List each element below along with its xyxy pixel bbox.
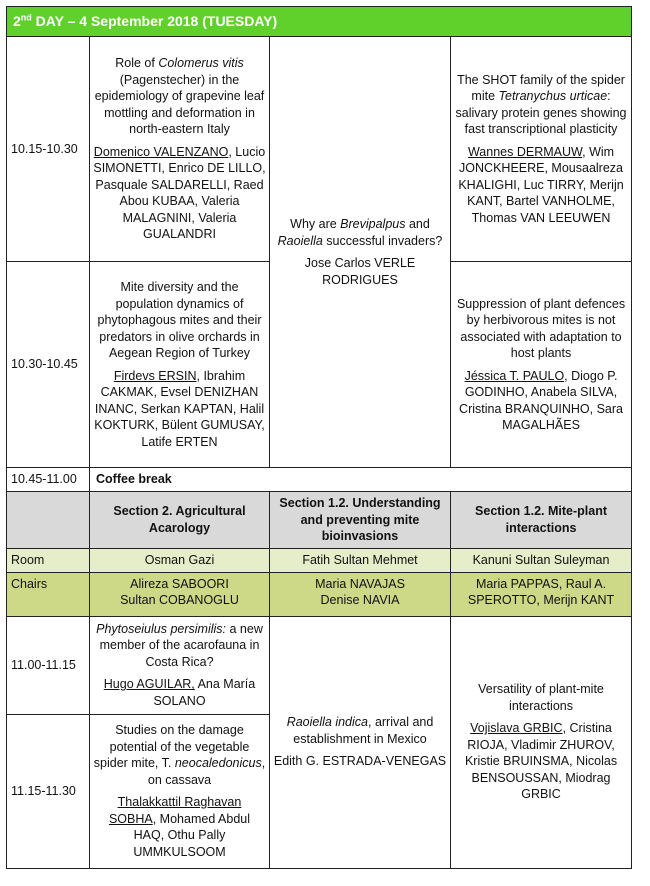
talk-title: Phytoseiulus persimilis: a new member of the acarofauna in Costa Rica? (96, 621, 263, 669)
presenter: Domenico VALENZANO (93, 144, 229, 159)
coffee-break-label: Coffee break (90, 468, 632, 492)
session-row-3 (7, 616, 632, 714)
room-label: Room (7, 548, 90, 572)
section-title: Section 1.2. Mite-plant interactions (451, 492, 632, 549)
talk-cell (90, 262, 270, 468)
talk-cell (90, 616, 270, 714)
presenter: Wannes DERMAUW (467, 144, 583, 159)
talk-title: Raoiella indica, arrival and establishment in Mexico (286, 715, 434, 746)
talk-title: Role of Colomerus vitis (Pagenstecher) in the epidemiology of grapevine leaf mottling and deformation in north-eastern Italy (94, 56, 265, 137)
day-header-row (7, 7, 632, 37)
chairs-cell: Alireza SABOORI Sultan COBANOGLU (90, 572, 270, 616)
talk-authors: Vojislava GRBIC, Cristina RIOJA, Vladimir ZHUROV, Kristie BRUINSMA, Nicolas BENSOUSSAN, Miodrag GRBIC (464, 721, 618, 802)
presenter: Jéssica T. PAULO (464, 368, 565, 383)
talk-cell-merged (270, 37, 451, 468)
talk-cell (451, 262, 632, 468)
talk-authors: Edith G. ESTRADA-VENEGAS (273, 754, 447, 769)
talk-authors: Jéssica T. PAULO, Diogo P. GODINHO, Anabela SILVA, Cristina BRANQUINHO, Sara MAGALHÃES (459, 368, 623, 432)
talk-title: The SHOT family of the spider mite Tetranychus urticae: salivary protein genes showing fast transcriptional plasticity (455, 72, 627, 137)
talk-title: Studies on the damage potential of the vegetable spider mite, T. neocaledonicus, on cassava (93, 723, 266, 787)
room-row (7, 548, 632, 572)
chairs-row (7, 572, 632, 616)
chairs-cell: Maria NAVAJAS Denise NAVIA (270, 572, 451, 616)
section-empty-cell (7, 492, 90, 549)
section-header-row (7, 492, 632, 549)
talk-title: Versatility of plant-mite interactions (478, 682, 604, 713)
talk-cell (90, 714, 270, 868)
time-slot: 10.30-10.45 (7, 262, 90, 468)
time-slot: 10.45-11.00 (7, 468, 90, 492)
talk-authors: Thalakkattil Raghavan SOBHA, Mohamed Abdul HAQ, Othu Pally UMMKULSOOM (108, 795, 251, 859)
time-slot: 11.00-11.15 (7, 616, 90, 714)
talk-authors: Hugo AGUILAR, Ana María SOLANO (103, 677, 256, 708)
room-name: Osman Gazi (90, 548, 270, 572)
time-slot: 10.15-10.30 (7, 37, 90, 262)
room-name: Fatih Sultan Mehmet (270, 548, 451, 572)
presenter: Firdevs ERSIN (113, 368, 197, 383)
talk-authors: Wannes DERMAUW, Wim JONCKHEERE, Mousaalreza KHALIGHI, Luc TIRRY, Merijn KANT, Bartel VANHOLME, Thomas VAN LEEUWEN (458, 144, 624, 225)
presenter: Thalakkattil Raghavan SOBHA (108, 795, 242, 826)
talk-title: Suppression of plant defences by herbivorous mites is not associated with adaptation to host plants (456, 296, 626, 360)
section-title: Section 1.2. Understanding and preventing mite bioinvasions (270, 492, 451, 549)
talk-cell (90, 37, 270, 262)
talk-title: Mite diversity and the population dynamics of phytophagous mites and their predators in olive orchards in Aegean Region of Turkey (97, 280, 262, 360)
room-name: Kanuni Sultan Suleyman (451, 548, 632, 572)
session-row-1 (7, 37, 632, 262)
talk-cell-merged (270, 616, 451, 868)
day-header: 2nd DAY – 4 September 2018 (TUESDAY) (7, 7, 632, 37)
talk-cell (451, 37, 632, 262)
section-title: Section 2. Agricultural Acarology (90, 492, 270, 549)
talk-authors: Domenico VALENZANO, Lucio SIMONETTI, Enrico DE LILLO, Pasquale SALDARELLI, Raed Abou KUBAA, Valeria MALAGNINI, Valeria GUALANDRI (93, 144, 266, 242)
presenter: Hugo AGUILAR, (103, 677, 195, 692)
chairs-cell: Maria PAPPAS, Raul A. SPEROTTO, Merijn KANT (451, 572, 632, 616)
coffee-break-row (7, 468, 632, 492)
talk-authors: Firdevs ERSIN, Ibrahim CAKMAK, Evsel DENIZHAN INANC, Serkan KAPTAN, Halil KOKTURK, Bülent GUMUSAY, Latife ERTEN (94, 368, 265, 449)
presenter: Vojislava GRBIC (470, 721, 563, 736)
talk-title: Why are Brevipalpus and Raoiella successful invaders? (277, 217, 443, 248)
chairs-label: Chairs (7, 572, 90, 616)
schedule-table (6, 6, 632, 869)
talk-cell-merged (451, 616, 632, 868)
talk-authors: Jose Carlos VERLE RODRIGUES (304, 256, 416, 287)
time-slot: 11.15-11.30 (7, 714, 90, 868)
